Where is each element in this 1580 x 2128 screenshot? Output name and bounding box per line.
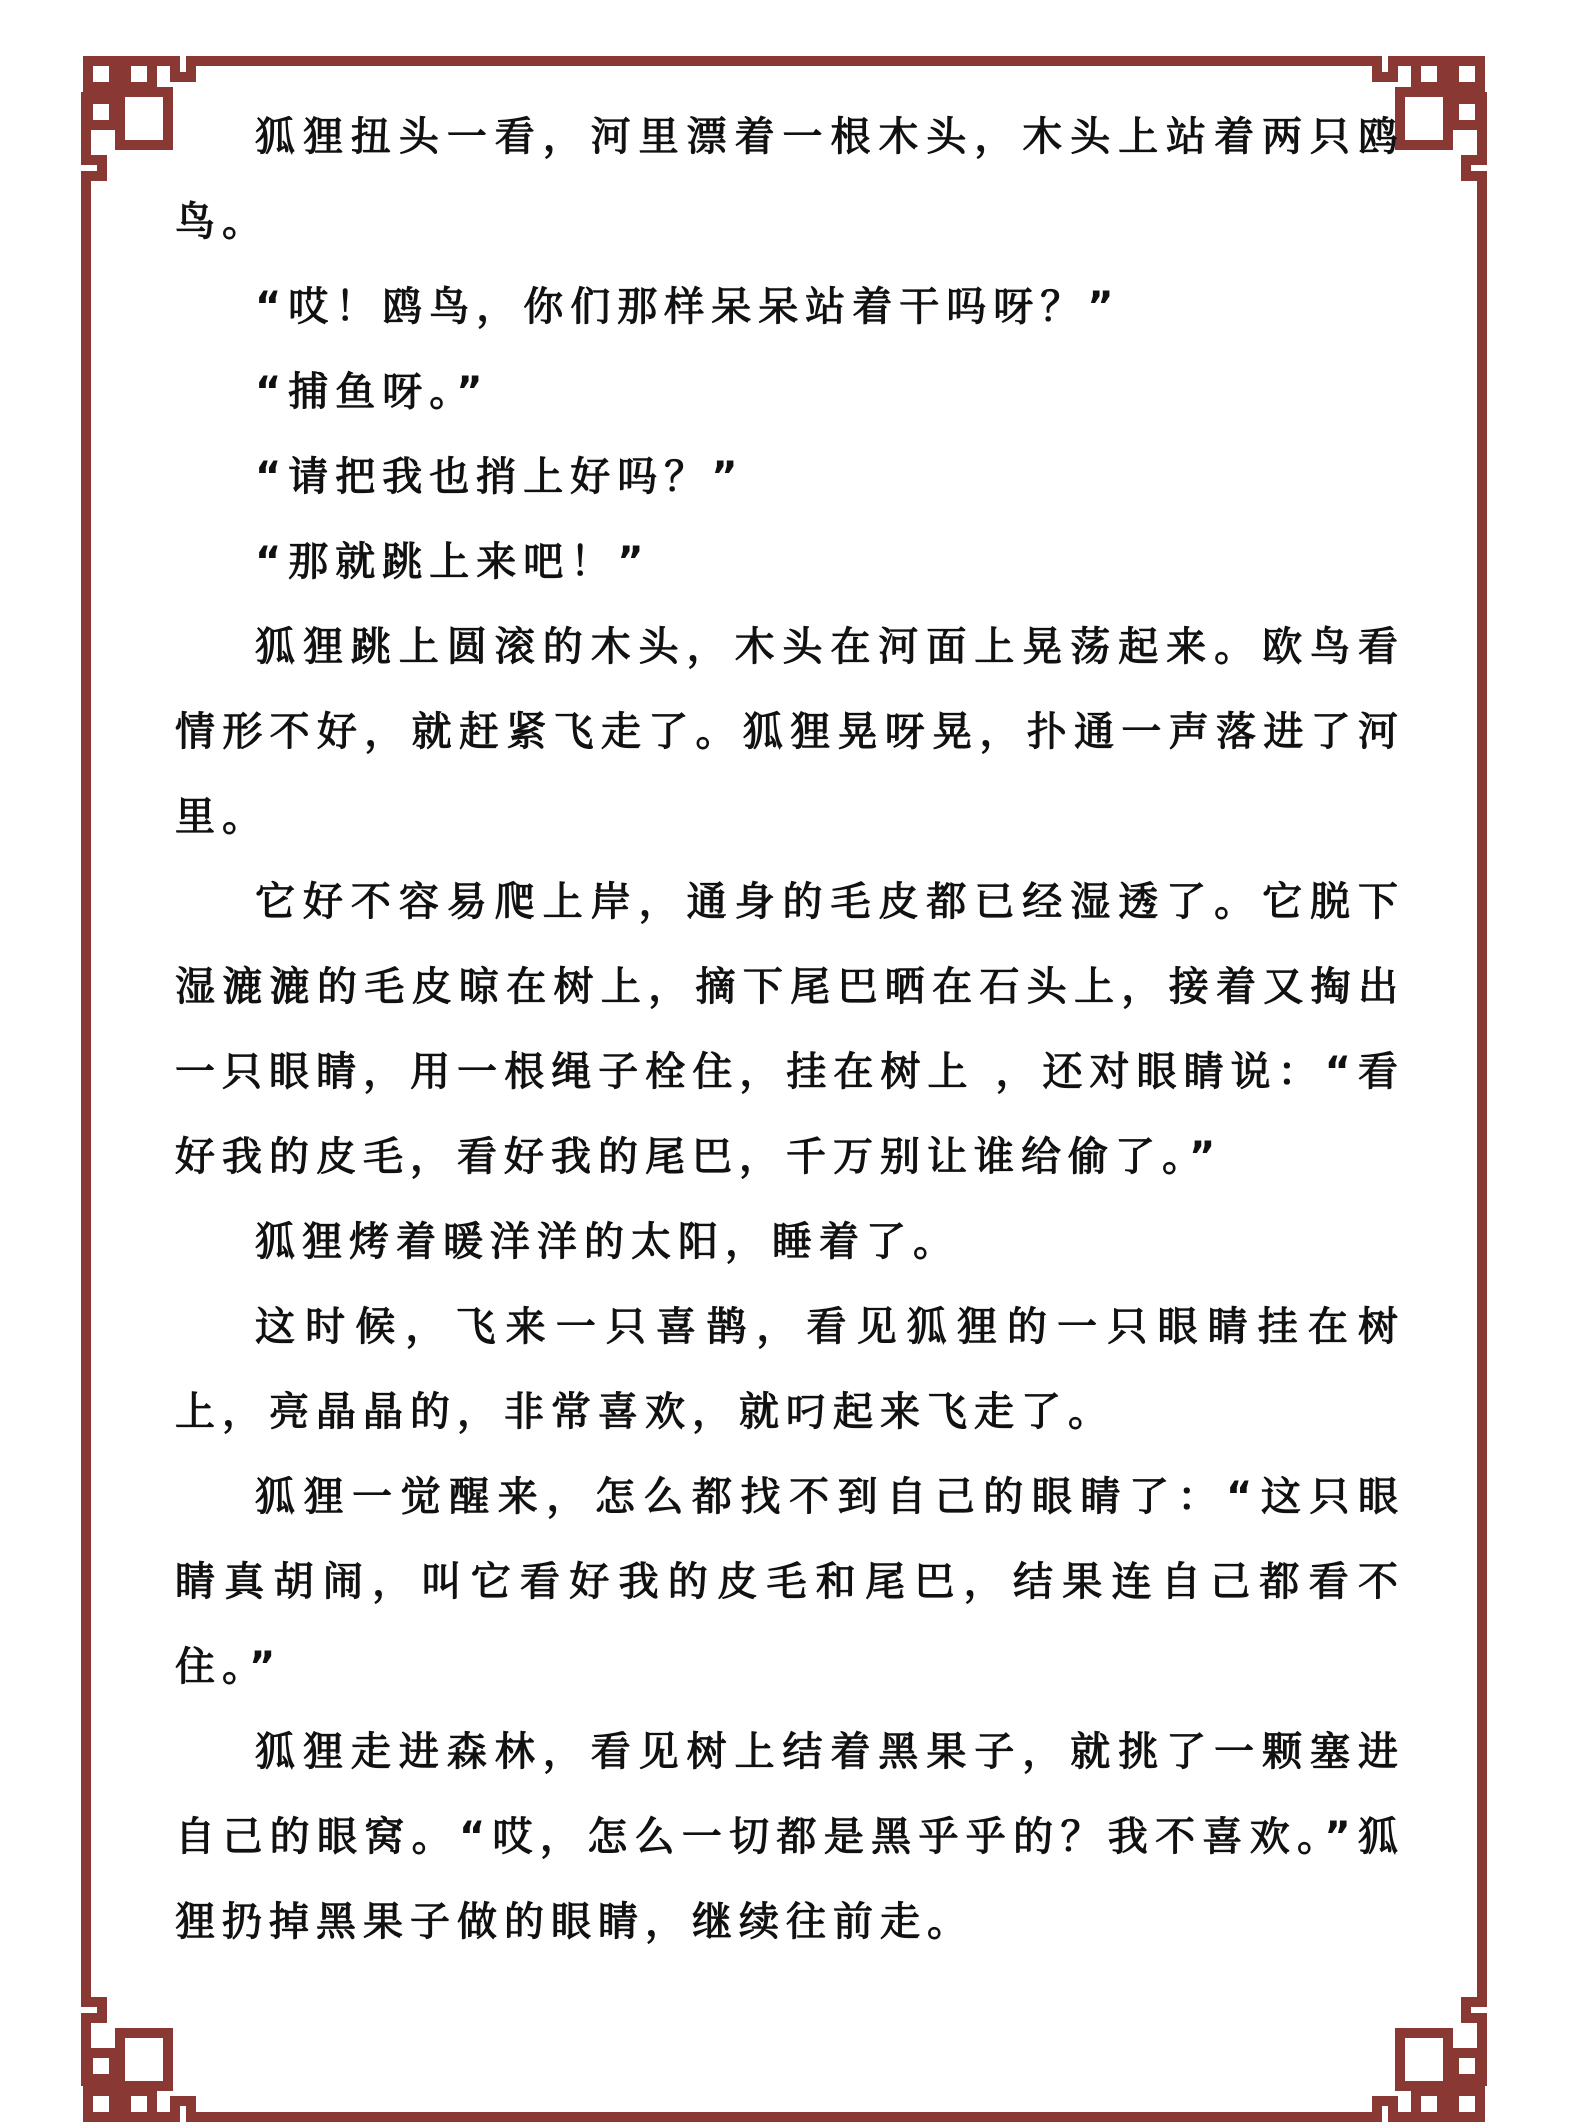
story-paragraph: 狐狸跳上圆滚的木头，木头在河面上晃荡起来。欧鸟看情形不好，就赶紧飞走了。狐狸晃呀晃，扑通一声落进了河里。 xyxy=(175,624,1405,840)
story-paragraph-dialogue: “哎！鸥鸟，你们那样呆呆站着干吗呀？” xyxy=(255,284,1121,330)
story-paragraph: 狐狸走进森林，看见树上结着黑果子，就挑了一颗塞进自己的眼窝。“哎，怎么一切都是黑乎乎的？我不喜欢。”狐狸扔掉黑果子做的眼睛，继续往前走。 xyxy=(175,1729,1405,1945)
story-paragraph: 狐狸扭头一看，河里漂着一根木头，木头上站着两只鸥鸟。 xyxy=(175,114,1405,245)
story-paragraph: 狐狸烤着暖洋洋的太阳，睡着了。 xyxy=(255,1219,960,1265)
story-paragraph-dialogue: “请把我也捎上好吗？” xyxy=(255,454,745,500)
story-paragraph: 它好不容易爬上岸，通身的毛皮都已经湿透了。它脱下湿漉漉的毛皮晾在树上，摘下尾巴晒在石头上，接着又掏出一只眼睛，用一根绳子栓住，挂在树上 ，还对眼睛说：“看好我的皮毛，看好我的尾巴，千万别让谁给偷了。” xyxy=(175,879,1405,1180)
story-paragraph-dialogue: “捕鱼呀。” xyxy=(255,369,490,415)
story-paragraph: 这时候，飞来一只喜鹊，看见狐狸的一只眼睛挂在树上，亮晶晶的，非常喜欢，就叼起来飞走了。 xyxy=(175,1304,1405,1435)
story-paragraph-dialogue: “那就跳上来吧！” xyxy=(255,539,651,585)
story-paragraph: 狐狸一觉醒来，怎么都找不到自己的眼睛了：“这只眼睛真胡闹，叫它看好我的皮毛和尾巴，结果连自己都看不住。” xyxy=(175,1474,1405,1690)
story-text xyxy=(175,95,1405,1965)
